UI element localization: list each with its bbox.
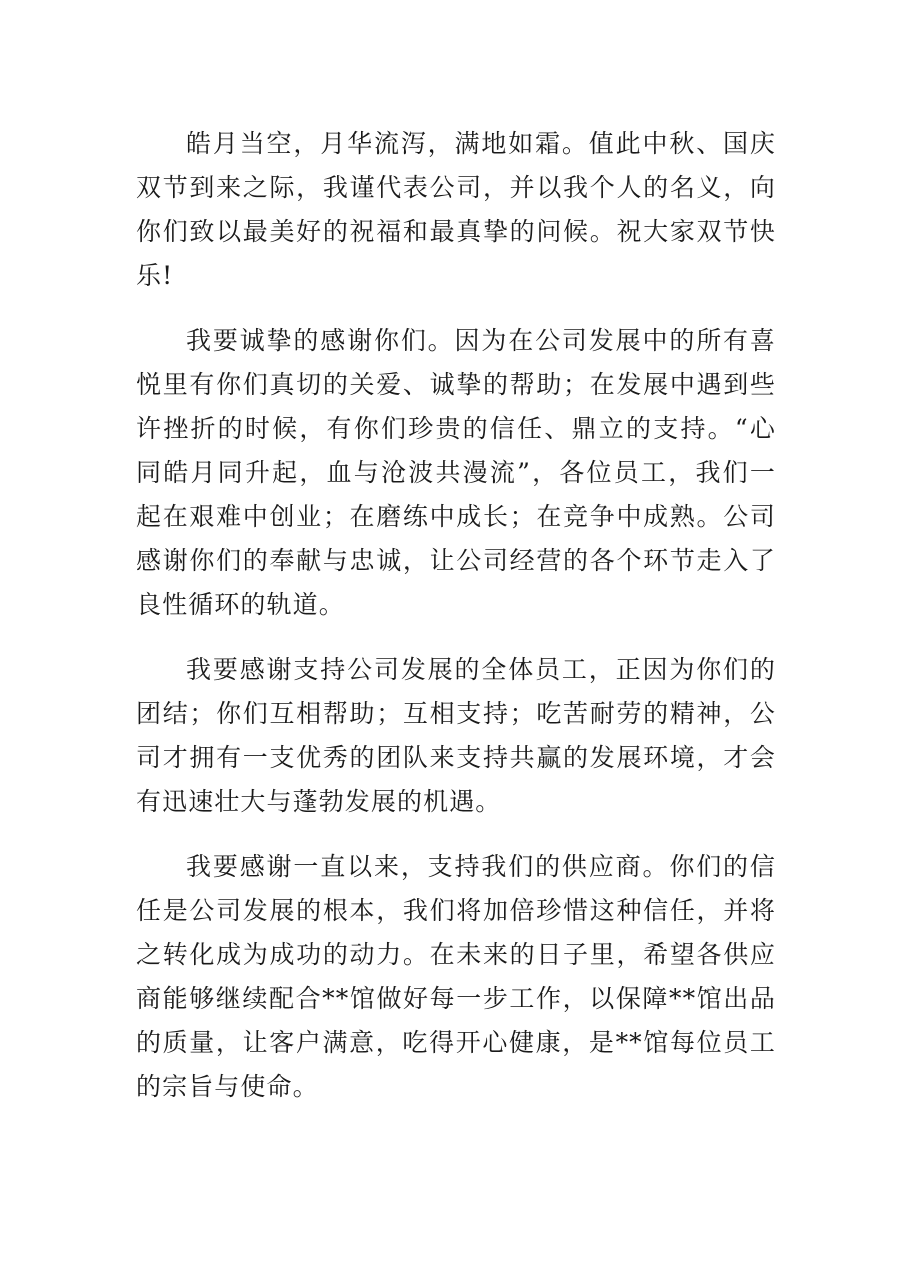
- paragraph-thanks-all-employees: 我要感谢支持公司发展的全体员工，正因为你们的团结；你们互相帮助；互相支持；吃苦耐劳的精神，公司才拥有一支优秀的团队来支持共赢的发展环境，才会有迅速壮大与蓬勃发展的机遇。: [136, 655, 776, 816]
- document-body: [136, 122, 776, 1130]
- paragraph-thanks-suppliers: 我要感谢一直以来，支持我们的供应商。你们的信任是公司发展的根本，我们将加倍珍惜这种信任，并将之转化成为成功的动力。在未来的日子里，希望各供应商能够继续配合**馆做好每一步工作，以保障**馆出品的质量，让客户满意，吃得开心健康，是**馆每位员工的宗旨与使命。: [136, 852, 776, 1101]
- paragraph-greeting: 皓月当空，月华流泻，满地如霜。值此中秋、国庆双节到来之际，我谨代表公司，并以我个人的名义，向你们致以最美好的祝福和最真挚的问候。祝大家双节快乐!: [136, 129, 776, 290]
- paragraph-thanks-staff: 我要诚挚的感谢你们。因为在公司发展中的所有喜悦里有你们真切的关爱、诚挚的帮助；在发展中遇到些许挫折的时候，有你们珍贵的信任、鼎立的支持。“心同皓月同升起，血与沧波共漫流”，各位员工，我们一起在艰难中创业；在磨练中成长；在竞争中成熟。公司感谢你们的奉献与忠诚，让公司经营的各个环节走入了良性循环的轨道。: [136, 326, 776, 619]
